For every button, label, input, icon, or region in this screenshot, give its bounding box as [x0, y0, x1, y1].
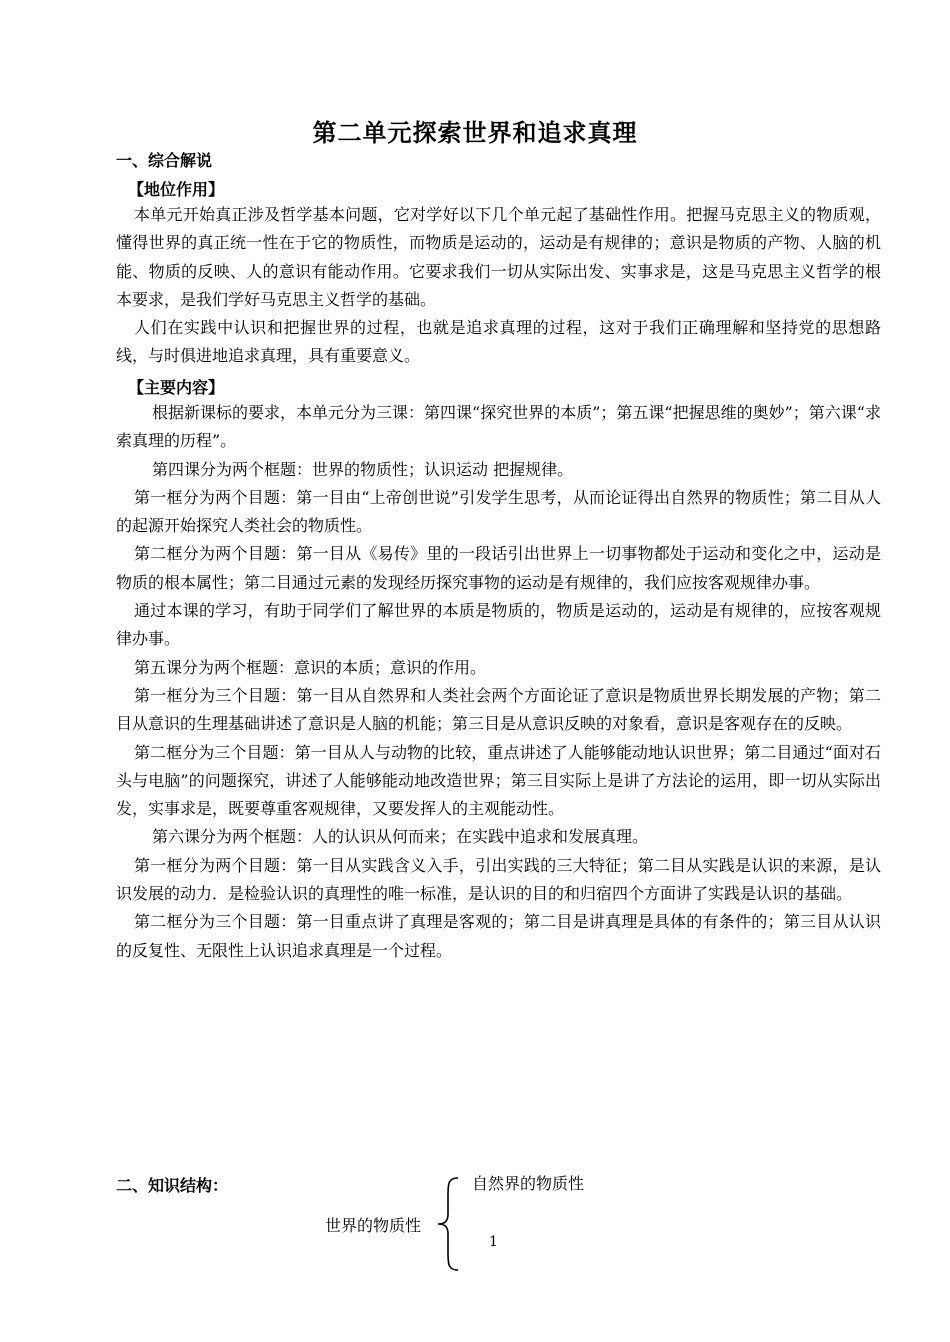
paragraph: 通过本课的学习，有助于同学们了解世界的本质是物质的，物质是运动的，运动是有规律的，应按客观规律办事。	[116, 601, 881, 649]
position-role-heading: 【地位作用】	[128, 180, 225, 199]
section1-heading: 一、综合解说	[116, 151, 213, 170]
paragraph: 第五课分为两个框题：意识的本质；意识的作用。	[134, 657, 487, 677]
section2-heading: 二、知识结构：	[116, 1176, 229, 1195]
position-role-body	[116, 201, 881, 371]
paragraph: 第二框分为两个目题：第一目从《易传》里的一段话引出世界上一切事物都处于运动和变化之中，运动是物质的根本属性；第二目通过元素的发现经历探究事物的运动是有规律的，我们应按客观规律办事。	[116, 544, 881, 592]
curly-brace-icon	[434, 1176, 464, 1272]
paragraph: 第一框分为两个目题：第一目从实践含义入手，引出实践的三大特征；第二目从实践是认识的来源，是认识发展的动力．是检验认识的真理性的唯一标准，是认识的目的和归宿四个方面讲了实践是认识的基础。	[116, 855, 881, 904]
paragraph: 第二框分为三个目题：第一目从人与动物的比较，重点讲述了人能够能动地认识世界；第二目通过“面对石头与电脑”的问题探究，讲述了人能够能动地改造世界；第三目实际上是讲了方法论的运用，即一切从实际出发，实事求是，既要尊重客观规律，又要发挥人的主观能动性。	[116, 742, 881, 819]
paragraph: 第二框分为三个目题：第一目重点讲了真理是客观的；第二目是讲真理是具体的有条件的；第三目从认识的反复性、无限性上认识追求真理是一个过程。	[116, 912, 881, 960]
structure-root-label: 世界的物质性	[325, 1216, 422, 1235]
document-title: 第二单元探索世界和追求真理	[312, 119, 638, 147]
paragraph: 第一框分为三个目题：第一目从自然界和人类社会两个方面论证了意识是物质世界长期发展的产物；第二目从意识的生理基础讲述了意识是人脑的机能；第三目是从意识反映的对象看，意识是客观存在的反映。	[116, 685, 881, 734]
paragraph: 第四课分为两个框题：世界的物质性；认识运动 把握规律。	[152, 459, 574, 479]
paragraph: 根据新课标的要求，本单元分为三课：第四课“探究世界的本质”；第五课“把握思维的奥妙”；第六课“求索真理的历程”。	[116, 403, 881, 451]
paragraph: 人们在实践中认识和把握世界的过程，也就是追求真理的过程，这对于我们正确理解和坚持党的思想路线，与时俱进地追求真理，具有重要意义。	[116, 318, 881, 366]
structure-child-label: 自然界的物质性	[472, 1174, 585, 1193]
paragraph: 第一框分为两个目题：第一目由“上帝创世说”引发学生思考，从而论证得出自然界的物质性；第二目从人的起源开始探究人类社会的物质性。	[116, 487, 881, 536]
paragraph: 第六课分为两个框题：人的认识从何而来；在实践中追求和发展真理。	[152, 827, 649, 847]
page-number: 1	[489, 1234, 498, 1250]
main-content-body	[116, 399, 881, 965]
main-content-heading: 【主要内容】	[128, 378, 225, 397]
paragraph: 本单元开始真正涉及哲学基本问题，它对学好以下几个单元起了基础性作用。把握马克思主义的物质观，懂得世界的真正统一性在于它的物质性，而物质是运动的，运动是有规律的；意识是物质的产物、人脑的机能、物质的反映、人的意识有能动作用。它要求我们一切从实际出发、实事求是，这是马克思主义哲学的根本要求，是我们学好马克思主义哲学的基础。	[116, 205, 881, 309]
